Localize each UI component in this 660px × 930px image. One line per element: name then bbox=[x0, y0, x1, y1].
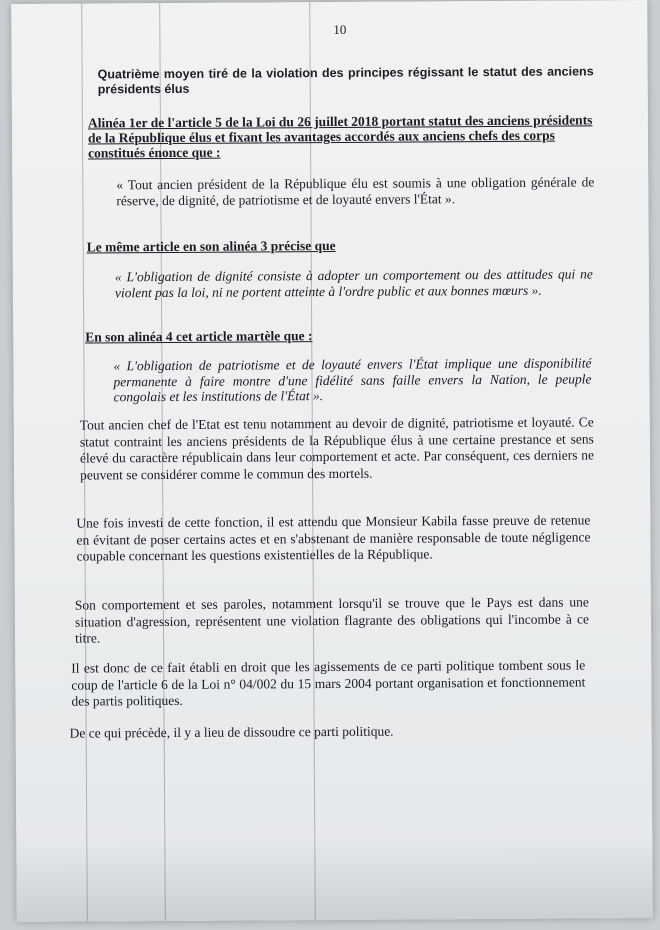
page-shadow bbox=[16, 838, 652, 922]
quote-obligation-generale: « Tout ancien président de la République élu est soumis à une obligation générale de réserve, de dignité, de patriotisme et de loyauté envers l'État ». bbox=[116, 174, 595, 208]
paragraph-monsieur-kabila: Une fois investi de cette fonction, il est attendu que Monsieur Kabila fasse preuve de retenue en évitant de poser certains actes et en s'abstenant de manière responsable de toute négligence coupable concernant les questions existentielles de la République. bbox=[76, 512, 591, 564]
paragraph-article-6: Il est donc de ce fait établi en droit que les agissements de ce parti politique tombent sous le coup de l'article 6 de la Loi n° 04/002 du 15 mars 2004 portant organisation et fonctionnement des partis politiques. bbox=[71, 657, 586, 709]
section-heading-alinea-4: En son alinéa 4 cet article martèle que : bbox=[85, 328, 313, 345]
quote-obligation-patriotisme: « L'obligation de patriotisme et de loyauté envers l'État implique une disponibilité permanente à faire montre d'une fidélité sans faille envers la Nation, le peuple congolais et les institutions de l'État ». bbox=[113, 355, 592, 405]
paragraph-comportement: Son comportement et ses paroles, notamment lorsqu'il se trouve que le Pays est dans une situation d'agression, représentent une violation flagrante des obligations qui l'incombe à ce titre. bbox=[74, 594, 590, 646]
section-heading-alinea-1: Alinéa 1er de l'article 5 de la Loi du 26 juillet 2018 portant statut des anciens présidents de la République élus et fixant les avantages accordés aux anciens chefs des corps constitués énonce que : bbox=[87, 112, 593, 161]
section-heading-alinea-3: Le même article en son alinéa 3 précise que bbox=[86, 237, 336, 255]
quote-obligation-dignite: « L'obligation de dignité consiste à adopter un comportement ou des attitudes qui ne violent pas la loi, ni ne portent atteinte à l'ordre public et aux bonnes mœurs ». bbox=[114, 266, 593, 300]
paragraph-devoir-dignite: Tout ancien chef de l'Etat est tenu notamment au devoir de dignité, patriotisme et loyauté. Ce statut contraint les anciens présidents de la République élus à une certaine prestance et sens élevé du caractère républicain dans leur comportement et acte. Par conséquent, ces derniers ne peuvent se considérer comme le commun des mortels. bbox=[79, 414, 595, 483]
document-page bbox=[11, 0, 653, 922]
main-heading: Quatrième moyen tiré de la violation des principes régissant le statut des anciens présidents élus bbox=[97, 64, 594, 97]
page-number: 10 bbox=[333, 21, 347, 37]
paragraph-conclusion: De ce qui précède, il y a lieu de dissoudre ce parti politique. bbox=[69, 723, 394, 741]
